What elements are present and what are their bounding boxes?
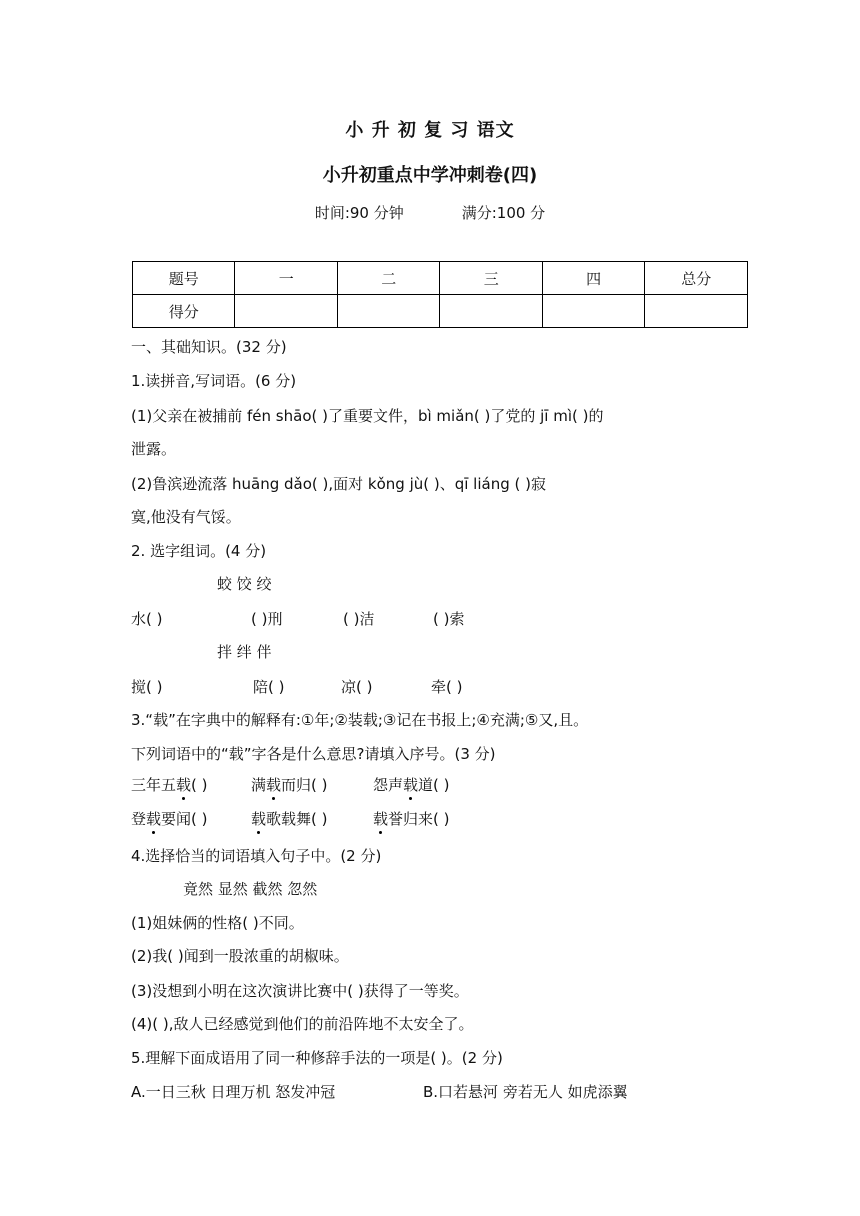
q2-word: 水( ): [131, 610, 163, 628]
q5-option-b: B.口若悬河 旁若无人 如虎添翼: [423, 1083, 628, 1101]
score-input-cell[interactable]: [235, 295, 337, 328]
q2-word: 陪( ): [253, 678, 285, 696]
q2-word: 搅( ): [131, 678, 163, 696]
q3-row-2: [131, 808, 450, 830]
score-cell: 得分: [133, 295, 235, 328]
score-cell: 二: [337, 262, 439, 295]
q3-item: 怨声载道( ): [373, 776, 450, 794]
q5-title: 5.理解下面成语用了同一种修辞手法的一项是( )。(2 分): [131, 1049, 503, 1067]
q1-title: 1.读拼音,写词语。(6 分): [131, 372, 297, 390]
emphasis-dot-char: 载: [266, 776, 282, 794]
q2-title: 2. 选字组词。(4 分): [131, 542, 267, 560]
q1-line2-cont: 寞,他没有气馁。: [131, 508, 241, 526]
q2-words-2: [131, 676, 462, 698]
q5-option-a: A.一日三秋 日理万机 怒发冲冠: [131, 1083, 336, 1101]
score-input-cell[interactable]: [440, 295, 542, 328]
score-table-header-row: [133, 262, 748, 295]
q4-sentence-1: (1)姐妹俩的性格( )不同。: [131, 914, 304, 932]
exam-full-score: 满分:100 分: [461, 204, 546, 222]
section-heading: 一、其础知识。(32 分): [131, 338, 287, 356]
q3-item: 载歌载舞( ): [251, 810, 328, 828]
score-input-cell[interactable]: [337, 295, 439, 328]
q2-words-1: [131, 608, 464, 630]
q2-chars-1: 蛟 饺 绞: [217, 575, 272, 593]
emphasis-dot-char: 载: [403, 776, 419, 794]
q2-word: ( )索: [433, 610, 465, 628]
q1-line2: (2)鲁滨逊流落 huāng dǎo( ),面对 kǒng jù( )、qī liáng ( )寂: [131, 475, 546, 493]
q5-options: [131, 1081, 628, 1103]
score-cell: 总分: [645, 262, 748, 295]
q1-line1: (1)父亲在被捕前 fén shāo( )了重要文件，bì miǎn( )了党的 jī mì( )的: [131, 407, 604, 425]
emphasis-dot-char: 载: [251, 810, 267, 828]
page-title: 小 升 初 复 习 语文: [345, 120, 515, 141]
q4-options: 竟然 显然 截然 忽然: [183, 880, 318, 898]
q2-word: 牵( ): [431, 678, 463, 696]
q3-instructions: 下列词语中的“载”字各是什么意思?请填入序号。(3 分): [131, 745, 496, 763]
q3-item: 载誉归来( ): [373, 810, 450, 828]
exam-meta: [0, 202, 860, 223]
q4-sentence-4: (4)( ),敌人已经感觉到他们的前沿阵地不太安全了。: [131, 1015, 474, 1033]
q1-line1-cont: 泄露。: [131, 440, 177, 458]
q3-item: 满载而归( ): [251, 776, 328, 794]
q3-item: 登载要闻( ): [131, 810, 208, 828]
q4-sentence-3: (3)没想到小明在这次演讲比赛中( )获得了一等奖。: [131, 982, 469, 1000]
score-table: [132, 261, 748, 328]
emphasis-dot-char: 载: [373, 810, 389, 828]
q3-row-1: [131, 774, 450, 796]
emphasis-dot-char: 载: [176, 776, 192, 794]
score-cell: 一: [235, 262, 337, 295]
q2-chars-2: 拌 绊 伴: [217, 643, 272, 661]
q3-item: 三年五载( ): [131, 776, 208, 794]
q2-word: 凉( ): [341, 678, 373, 696]
q4-title: 4.选择恰当的词语填入句子中。(2 分): [131, 847, 382, 865]
score-cell: 题号: [133, 262, 235, 295]
score-cell: 三: [440, 262, 542, 295]
q2-word: ( )洁: [343, 610, 375, 628]
q4-sentence-2: (2)我( )闻到一股浓重的胡椒味。: [131, 947, 349, 965]
score-cell: 四: [542, 262, 644, 295]
score-input-cell[interactable]: [542, 295, 644, 328]
score-table-score-row: [133, 295, 748, 328]
exam-subtitle: 小升初重点中学冲刺卷(四): [322, 165, 538, 186]
emphasis-dot-char: 载: [146, 810, 162, 828]
q2-word: ( )刑: [251, 610, 283, 628]
q3-title: 3.“载”在字典中的解释有:①年;②装载;③记在书报上;④充满;⑤又,且。: [131, 711, 589, 729]
score-input-cell[interactable]: [645, 295, 748, 328]
exam-time: 时间:90 分钟: [314, 204, 404, 222]
